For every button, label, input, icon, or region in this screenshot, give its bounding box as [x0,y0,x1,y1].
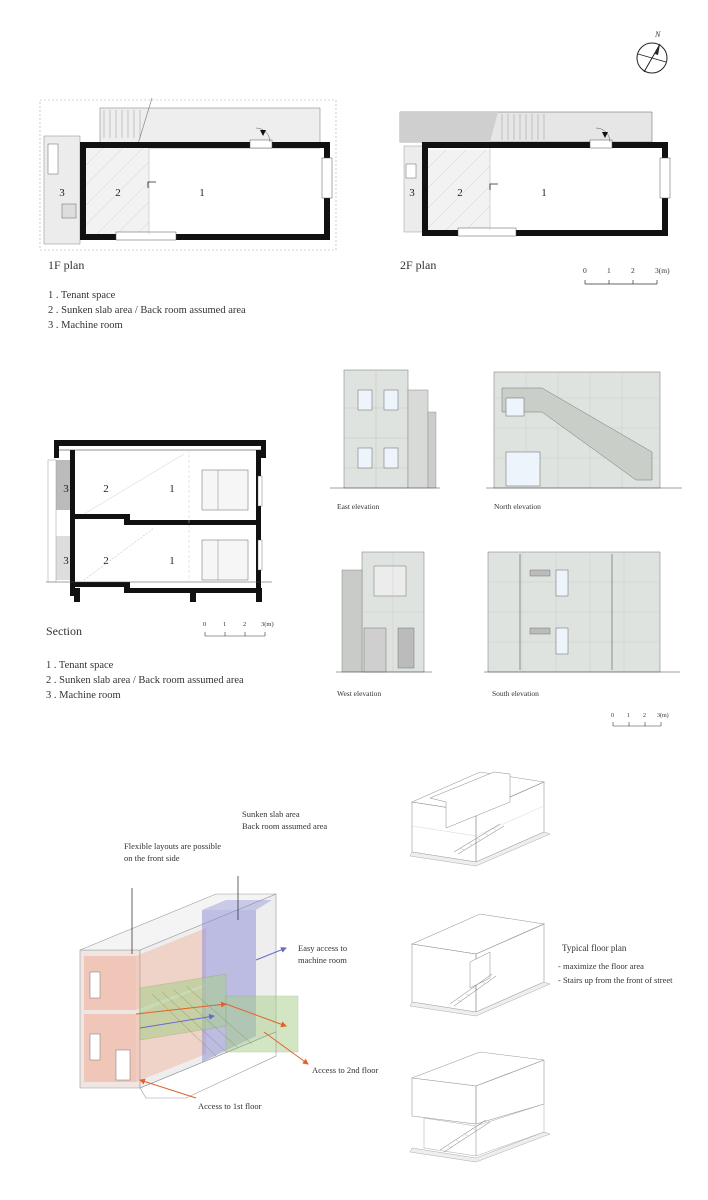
section-lower-room-1: 1 [169,555,175,567]
flexible-layout-line-1: Flexible layouts are possible [124,841,222,851]
section-legend-item-2: 2 . Sunken slab area / Back room assumed area [46,675,244,686]
typical-floor-diagram-1 [410,768,550,868]
elevation-scale-3: 3(m) [657,713,669,719]
west-elevation [336,548,432,676]
plan2-room-3: 3 [409,187,415,199]
first-floor-plan-title: 1F plan [48,258,85,272]
plan2-room-2: 2 [457,187,463,199]
machine-room-annotation [298,942,347,966]
section-legend-item-1: 1 . Tenant space [46,660,114,671]
elevation-scale-1: 1 [627,713,630,719]
typical-floor-point-2: - Stairs up from the front of street [558,975,673,985]
sunken-slab-annotation [242,808,327,832]
plan1-room-2: 2 [115,187,121,199]
typical-floor-diagram-2 [410,908,550,1020]
flexible-layout-annotation [124,840,221,864]
section-lower-room-2: 2 [103,555,109,567]
north-elevation-label: North elevation [494,502,541,511]
plan-legend-item-2: 2 . Sunken slab area / Back room assumed area [48,305,246,316]
section-scale-bar [204,630,274,640]
south-elevation-label: South elevation [492,689,539,698]
section-upper-room-3: 3 [63,483,69,495]
elevation-scale-bar [612,721,672,729]
east-elevation [330,368,440,492]
typical-floor-title: Typical floor plan [562,943,627,953]
north-elevation [486,368,682,492]
plan-scale-3: 3(m) [655,266,670,275]
section-scale-1: 1 [223,621,227,628]
elevation-scale-2: 2 [643,713,646,719]
typical-floor-point-1: - maximize the floor area [558,961,644,971]
machine-room-line-1: Easy access to [298,943,348,953]
plan-legend-item-1: 1 . Tenant space [48,290,116,301]
first-floor-plan [40,96,340,256]
plan-scale-0: 0 [583,266,587,275]
north-label: N [655,30,661,39]
plan-legend [48,288,246,333]
axonometric-diagram [76,876,316,1116]
section-scale-0: 0 [203,621,207,628]
plan1-room-3: 3 [59,187,65,199]
plan1-room-1: 1 [199,187,205,199]
elevation-scale-0: 0 [611,713,614,719]
section-upper-room-2: 2 [103,483,109,495]
sunken-slab-line-1: Sunken slab area [242,809,300,819]
section-title: Section [46,624,82,638]
plan-scale-1: 1 [607,266,611,275]
west-elevation-label: West elevation [337,689,382,698]
section-upper-room-1: 1 [169,483,175,495]
south-elevation [484,548,680,676]
typical-floor-diagram-3 [410,1048,550,1168]
plan-legend-item-3: 3 . Machine room [48,320,123,331]
access-1st-floor-label: Access to 1st floor [198,1101,262,1111]
second-floor-plan-title: 2F plan [400,258,437,272]
plan2-room-1: 1 [541,187,547,199]
second-floor-plan [398,106,678,246]
access-2nd-floor-label: Access to 2nd floor [312,1065,379,1075]
plan-scale-2: 2 [631,266,635,275]
section-legend-item-3: 3 . Machine room [46,690,121,701]
section-lower-room-3: 3 [63,555,69,567]
section-scale-2: 2 [243,621,247,628]
section-drawing [44,436,274,608]
section-scale-3: 3(m) [261,621,274,628]
machine-room-line-2: machine room [298,955,347,965]
plan-scale-bar [583,276,663,286]
section-legend [46,658,244,703]
east-elevation-label: East elevation [337,502,380,511]
north-arrow [635,36,671,76]
flexible-layout-line-2: on the front side [124,853,180,863]
sunken-slab-line-2: Back room assumed area [242,821,328,831]
